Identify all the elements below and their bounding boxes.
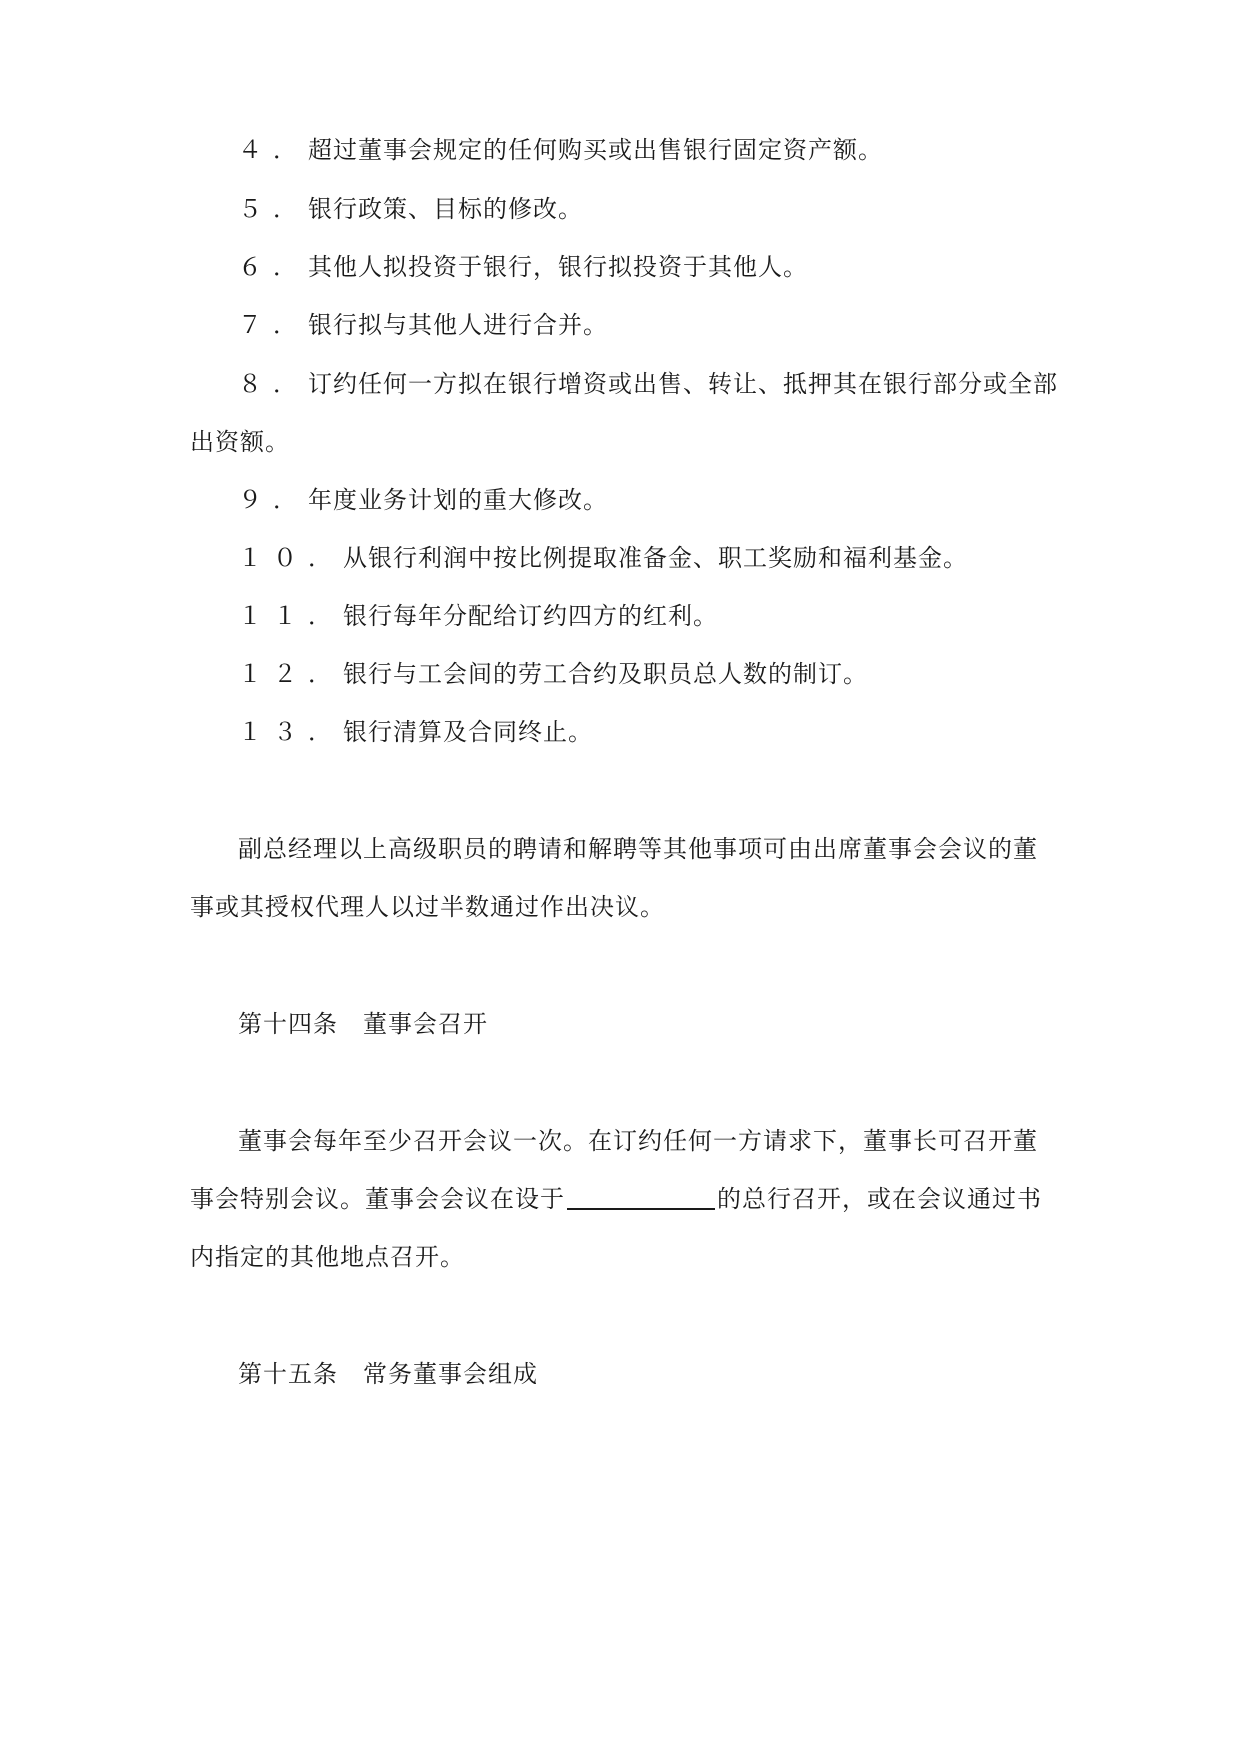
list-item — [238, 659, 868, 689]
item-text: 银行政策、目标的修改。 — [308, 195, 583, 223]
item-number: ５． — [238, 195, 308, 223]
item-text: 其他人拟投资于银行，银行拟投资于其他人。 — [308, 253, 808, 281]
list-item — [238, 369, 1058, 399]
paragraph-text: 事会特别会议。董事会会议在设于 — [190, 1185, 565, 1213]
paragraph-line — [190, 1184, 1042, 1214]
paragraph-text: 的总行召开，或在会议通过书 — [717, 1185, 1042, 1213]
list-item — [238, 310, 608, 340]
paragraph-line: 副总经理以上高级职员的聘请和解聘等其他事项可由出席董事会会议的董 — [238, 835, 1038, 863]
paragraph-line: 内指定的其他地点召开。 — [190, 1243, 465, 1271]
item-number: ４． — [238, 136, 308, 164]
list-item-continuation: 出资额。 — [190, 428, 290, 456]
list-item — [238, 543, 968, 573]
item-text: 银行拟与其他人进行合并。 — [308, 311, 608, 339]
item-number: １１． — [238, 602, 343, 630]
item-number: １０． — [238, 544, 343, 572]
paragraph-line: 董事会每年至少召开会议一次。在订约任何一方请求下，董事长可召开董 — [238, 1127, 1038, 1155]
item-number: ６． — [238, 253, 308, 281]
paragraph-line: 事或其授权代理人以过半数通过作出决议。 — [190, 893, 665, 921]
list-item — [238, 485, 608, 515]
item-number: ９． — [238, 486, 308, 514]
list-item — [238, 717, 593, 747]
list-item — [238, 194, 583, 224]
item-text: 银行与工会间的劳工合约及职员总人数的制订。 — [343, 660, 868, 688]
item-number: ８． — [238, 370, 308, 398]
item-number: １３． — [238, 718, 343, 746]
item-text: 银行清算及合同终止。 — [343, 718, 593, 746]
article-heading: 第十五条 常务董事会组成 — [238, 1360, 538, 1388]
fill-in-blank[interactable] — [567, 1184, 715, 1210]
item-text: 年度业务计划的重大修改。 — [308, 486, 608, 514]
item-number: １２． — [238, 660, 343, 688]
item-text: 银行每年分配给订约四方的红利。 — [343, 602, 718, 630]
item-text: 订约任何一方拟在银行增资或出售、转让、抵押其在银行部分或全部 — [308, 370, 1058, 398]
list-item — [238, 252, 808, 282]
list-item — [238, 135, 883, 165]
item-number: ７． — [238, 311, 308, 339]
item-text: 超过董事会规定的任何购买或出售银行固定资产额。 — [308, 136, 883, 164]
article-heading: 第十四条 董事会召开 — [238, 1010, 488, 1038]
item-text: 从银行利润中按比例提取准备金、职工奖励和福利基金。 — [343, 544, 968, 572]
list-item — [238, 601, 718, 631]
